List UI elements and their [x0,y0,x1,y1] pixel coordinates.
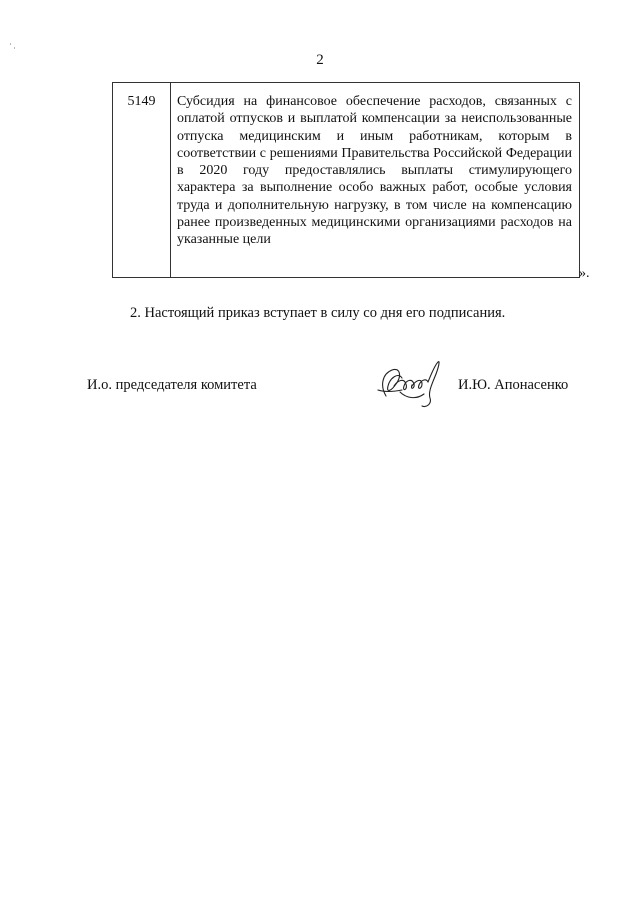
signer-title: И.о. председателя комитета [87,377,257,393]
scan-artifact [10,43,11,45]
code-table [112,82,580,278]
signer-name: И.Ю. Апонасенко [458,377,569,393]
scan-artifact [14,47,15,49]
code-cell: 5149 [113,83,171,278]
paragraph-effective-date: 2. Настоящий приказ вступает в силу со дня его подписания. [130,305,506,321]
page-number: 2 [316,52,324,68]
description-cell: Субсидия на финансовое обеспечение расходов, связанных с оплатой отпусков и выплатой компенсации за неиспользованные отпуска медицинским и иным работникам, которым в соответствии с решениями Правительства Российской Федерации в 2020 году предоставлялись выплаты стимулирующего характера за выполнение особо важных работ, особые условия труда и дополнительную нагрузку, в том числе на компенсацию ранее произведенных медицинскими организациями расходов на указанные цели [171,83,580,278]
table-row [113,83,580,278]
closing-quote: ». [579,266,590,281]
handwritten-signature [372,356,448,412]
